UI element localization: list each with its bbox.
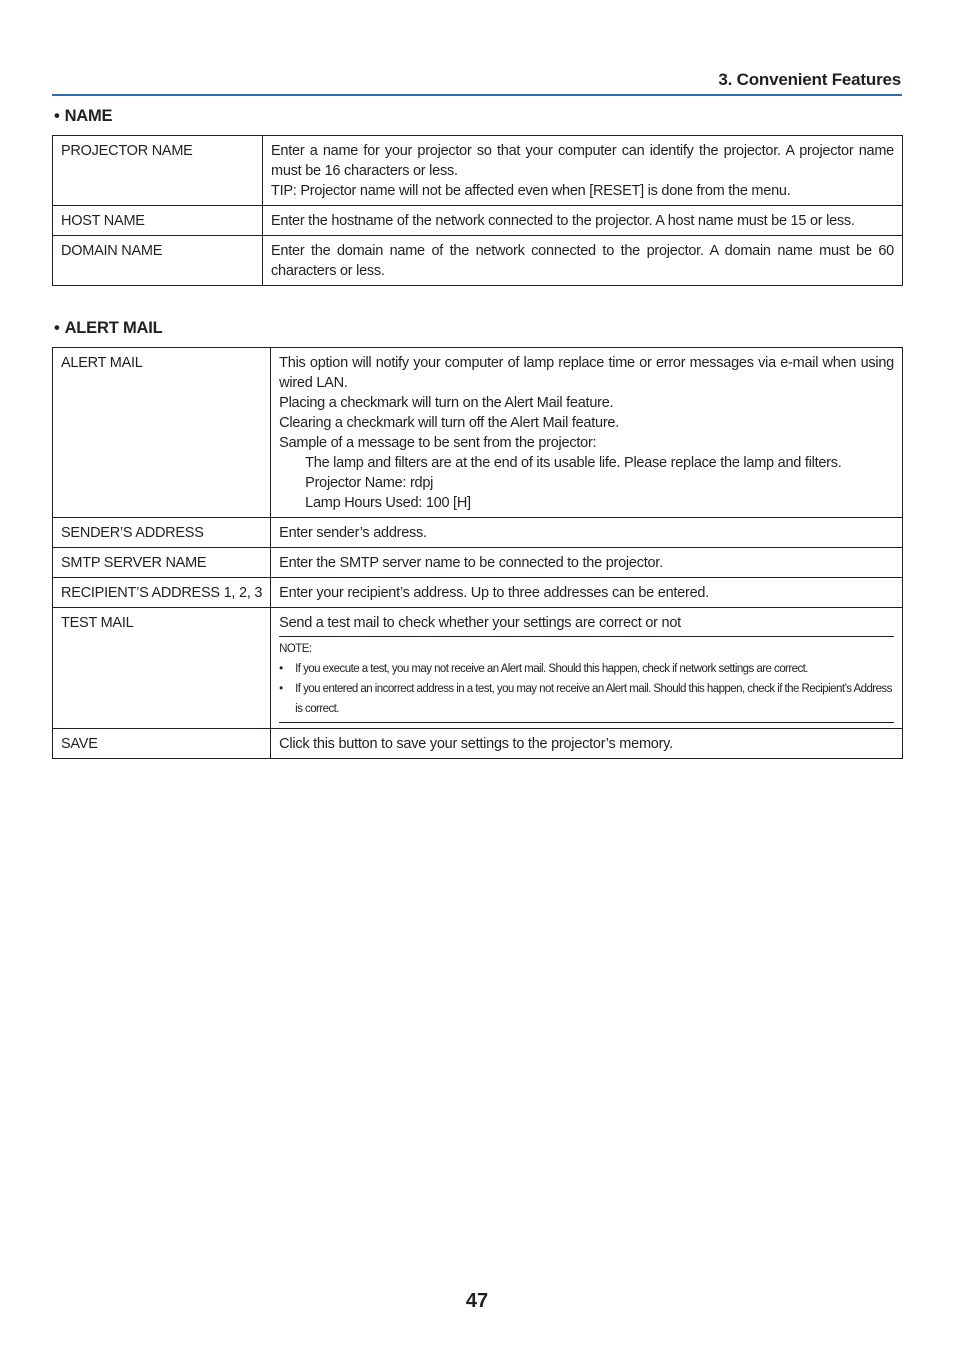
page-header bbox=[52, 70, 902, 96]
row-label: DOMAIN NAME bbox=[53, 236, 263, 286]
row-description: Click this button to save your settings to the projector’s memory. bbox=[271, 729, 903, 759]
row-description bbox=[263, 236, 903, 286]
page-number: 47 bbox=[465, 1290, 489, 1312]
name-heading-text: NAME bbox=[64, 107, 113, 125]
description-line: Enter the hostname of the network connected to the projector. A host name must be 15 or less. bbox=[271, 213, 855, 229]
table-row-domain-name bbox=[53, 236, 903, 286]
name-section-heading bbox=[54, 107, 112, 126]
table-row-recipients-address bbox=[53, 578, 903, 608]
alert-mail-table bbox=[52, 347, 903, 759]
row-description: Enter your recipient’s address. Up to three addresses can be entered. bbox=[271, 578, 903, 608]
tip-line: TIP: Projector name will not be affected even when [RESET] is done from the menu. bbox=[271, 183, 791, 199]
row-description bbox=[263, 206, 903, 236]
row-description: Enter sender’s address. bbox=[271, 518, 903, 548]
description-line: Placing a checkmark will turn on the Alert Mail feature. bbox=[279, 395, 614, 411]
alert-mail-section-heading bbox=[54, 319, 162, 338]
description-line: Send a test mail to check whether your settings are correct or not bbox=[279, 615, 681, 631]
row-label: RECIPIENT’S ADDRESS 1, 2, 3 bbox=[53, 578, 271, 608]
row-label: SMTP SERVER NAME bbox=[53, 548, 271, 578]
row-label: SENDER’S ADDRESS bbox=[53, 518, 271, 548]
table-row-smtp-server-name bbox=[53, 548, 903, 578]
note-title: NOTE: bbox=[279, 643, 312, 655]
row-description: Enter the SMTP server name to be connected to the projector. bbox=[271, 548, 903, 578]
description-line: Enter the domain name of the network connected to the projector. A domain name must be 60 characters or less. bbox=[271, 243, 894, 279]
row-label: TEST MAIL bbox=[53, 608, 271, 729]
heading-bullet: • bbox=[54, 319, 60, 337]
description-line: Clearing a checkmark will turn off the Alert Mail feature. bbox=[279, 415, 619, 431]
sample-message-line: Lamp Hours Used: 100 [H] bbox=[305, 495, 471, 511]
note-box bbox=[279, 636, 894, 723]
row-label: HOST NAME bbox=[53, 206, 263, 236]
chapter-title: 3. Convenient Features bbox=[718, 70, 901, 89]
table-row-save bbox=[53, 729, 903, 759]
note-bullet: • bbox=[279, 663, 283, 675]
sample-message-line: The lamp and filters are at the end of its usable life. Please replace the lamp and filters. bbox=[305, 455, 842, 471]
note-bullet: • bbox=[279, 683, 283, 695]
note-item bbox=[279, 659, 894, 679]
table-row-test-mail bbox=[53, 608, 903, 729]
heading-bullet: • bbox=[54, 107, 60, 125]
table-row-senders-address bbox=[53, 518, 903, 548]
row-label: ALERT MAIL bbox=[53, 348, 271, 518]
table-row-alert-mail bbox=[53, 348, 903, 518]
note-text: If you entered an incorrect address in a test, you may not receive an Alert mail. Should this happen, check if the Recipient’s Address is correct. bbox=[295, 683, 892, 715]
row-description bbox=[263, 136, 903, 206]
note-item bbox=[279, 679, 894, 719]
alert-mail-heading-text: ALERT MAIL bbox=[64, 319, 163, 337]
note-list bbox=[279, 659, 894, 719]
row-description bbox=[271, 608, 903, 729]
description-line: This option will notify your computer of lamp replace time or error messages via e-mail when using wired LAN. bbox=[279, 355, 894, 391]
row-description bbox=[271, 348, 903, 518]
description-line: Sample of a message to be sent from the projector: bbox=[279, 435, 597, 451]
sample-message-line: Projector Name: rdpj bbox=[305, 475, 434, 491]
name-table bbox=[52, 135, 903, 286]
table-row-host-name bbox=[53, 206, 903, 236]
description-line: Enter a name for your projector so that your computer can identify the projector. A projector name must be 16 characters or less. bbox=[271, 143, 894, 179]
table-row-projector-name bbox=[53, 136, 903, 206]
note-text: If you execute a test, you may not receive an Alert mail. Should this happen, check if network settings are correct. bbox=[295, 663, 808, 675]
row-label: SAVE bbox=[53, 729, 271, 759]
row-label: PROJECTOR NAME bbox=[53, 136, 263, 206]
